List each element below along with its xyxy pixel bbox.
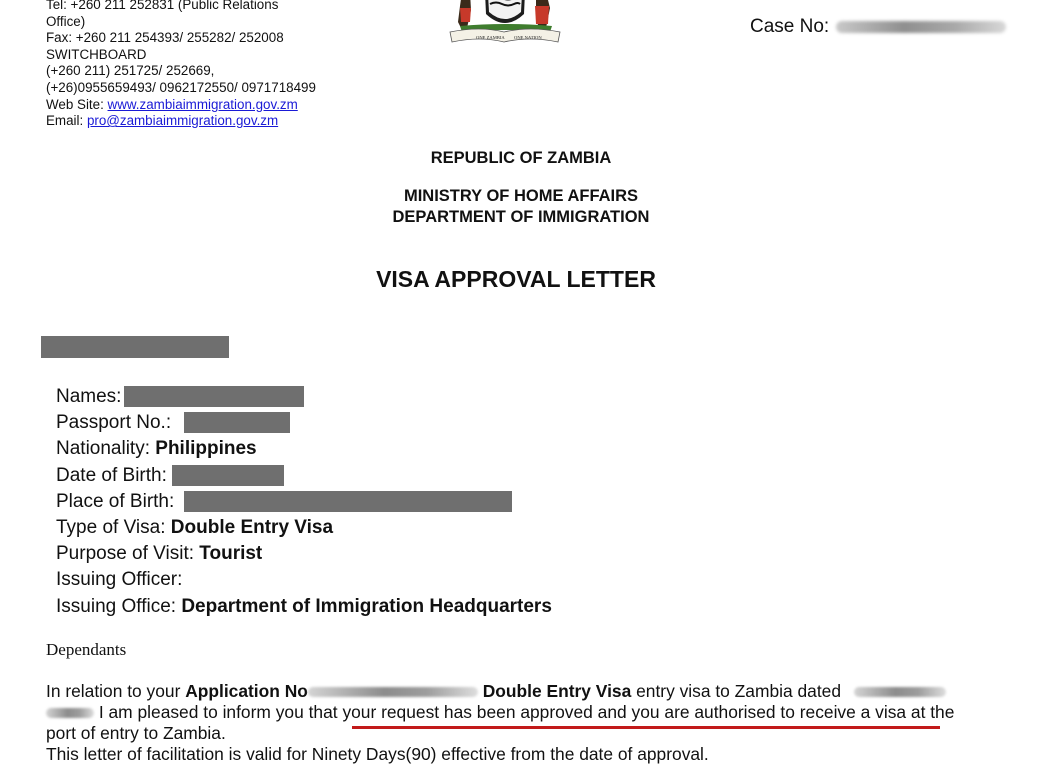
purpose-row [56,541,552,567]
letter-title: VISA APPROVAL LETTER [376,266,656,292]
contact-email-row [46,113,386,130]
pob-label: Place of Birth: [56,490,175,512]
passport-row [56,410,552,436]
contact-tel-cont: Office) [46,13,86,29]
applicant-details [56,384,552,620]
para-l1-intro: In relation to your [46,681,186,701]
date-redacted [854,687,946,697]
officer-row [56,567,552,593]
website-link[interactable]: www.zambiaimmigration.gov.zm [107,96,298,112]
purpose-value: Tourist [199,543,263,565]
contact-tel: Tel: +260 211 252831 (Public Relations [46,0,279,12]
purpose-label: Purpose of Visit: [56,543,200,565]
addressee-redacted [41,336,229,358]
paragraph-line-3: port of entry to Zambia. [46,723,226,743]
contact-phone-1: (+260 211) 251725/ 252669, [46,63,215,79]
nationality-row [56,436,552,462]
dob-row [56,463,552,489]
approval-paragraph [46,681,1006,765]
names-row [56,384,552,410]
visa-type-label: Type of Visa: [56,516,171,538]
date-redacted-cont [46,708,94,718]
contact-website-row [46,97,386,114]
contact-switchboard: SWITCHBOARD [46,46,147,62]
email-label: Email: [46,113,87,129]
paragraph-line-2 [46,702,1006,723]
nationality-value: Philippines [155,438,257,460]
pob-row [56,489,552,515]
ministry-heading: MINISTRY OF HOME AFFAIRS [403,187,639,205]
officer-label: Issuing Officer: [56,569,183,591]
office-label: Issuing Office: [56,595,182,617]
motto-right: ONE NATION [514,35,542,40]
office-row [56,594,552,620]
pob-redacted [184,491,512,512]
dob-redacted [172,465,284,486]
application-number-redacted [308,687,478,697]
para-approved-text: your request has been approved and you are authorised to receive a visa [342,702,907,722]
para-l2-end: at the [906,702,955,722]
names-redacted [124,386,304,407]
visa-type-row [56,515,552,541]
department-heading: DEPARTMENT OF IMMIGRATION [392,208,650,226]
dependants-heading: Dependants [46,640,127,659]
passport-label: Passport No.: [56,412,172,434]
coat-of-arms-icon [440,0,570,48]
para-application-label: Application No [185,681,308,701]
para-l2-intro: I am pleased to inform you that [94,702,343,722]
email-link[interactable]: pro@zambiaimmigration.gov.zm [86,113,279,129]
para-l1-dated: entry visa to Zambia dated [631,681,842,701]
contact-phone-2: (+26)0955659493/ 0962172550/ 0971718499 [46,79,316,95]
names-label: Names: [56,386,122,407]
case-number-redacted [836,21,1006,33]
case-number-label: Case No: [750,16,830,37]
dob-label: Date of Birth: [56,464,167,486]
website-label: Web Site: [46,96,108,112]
paragraph-line-4: This letter of facilitation is valid for Ninety Days(90) effective from the date of approval. [46,744,709,764]
contact-fax: Fax: +260 211 254393/ 255282/ 252008 [46,30,284,46]
republic-heading: REPUBLIC OF ZAMBIA [430,149,612,167]
ministry-heading-block [0,186,1042,228]
nationality-label: Nationality: [56,438,156,460]
office-value: Department of Immigration Headquarters [181,595,552,617]
visa-type-value: Double Entry Visa [170,516,334,538]
approval-highlight-underline [352,726,940,729]
motto-left: ONE ZAMBIA [476,35,505,40]
contact-block [46,0,386,130]
passport-redacted [184,412,290,433]
paragraph-line-1 [46,681,1006,702]
para-visa-type: Double Entry Visa [482,681,632,701]
